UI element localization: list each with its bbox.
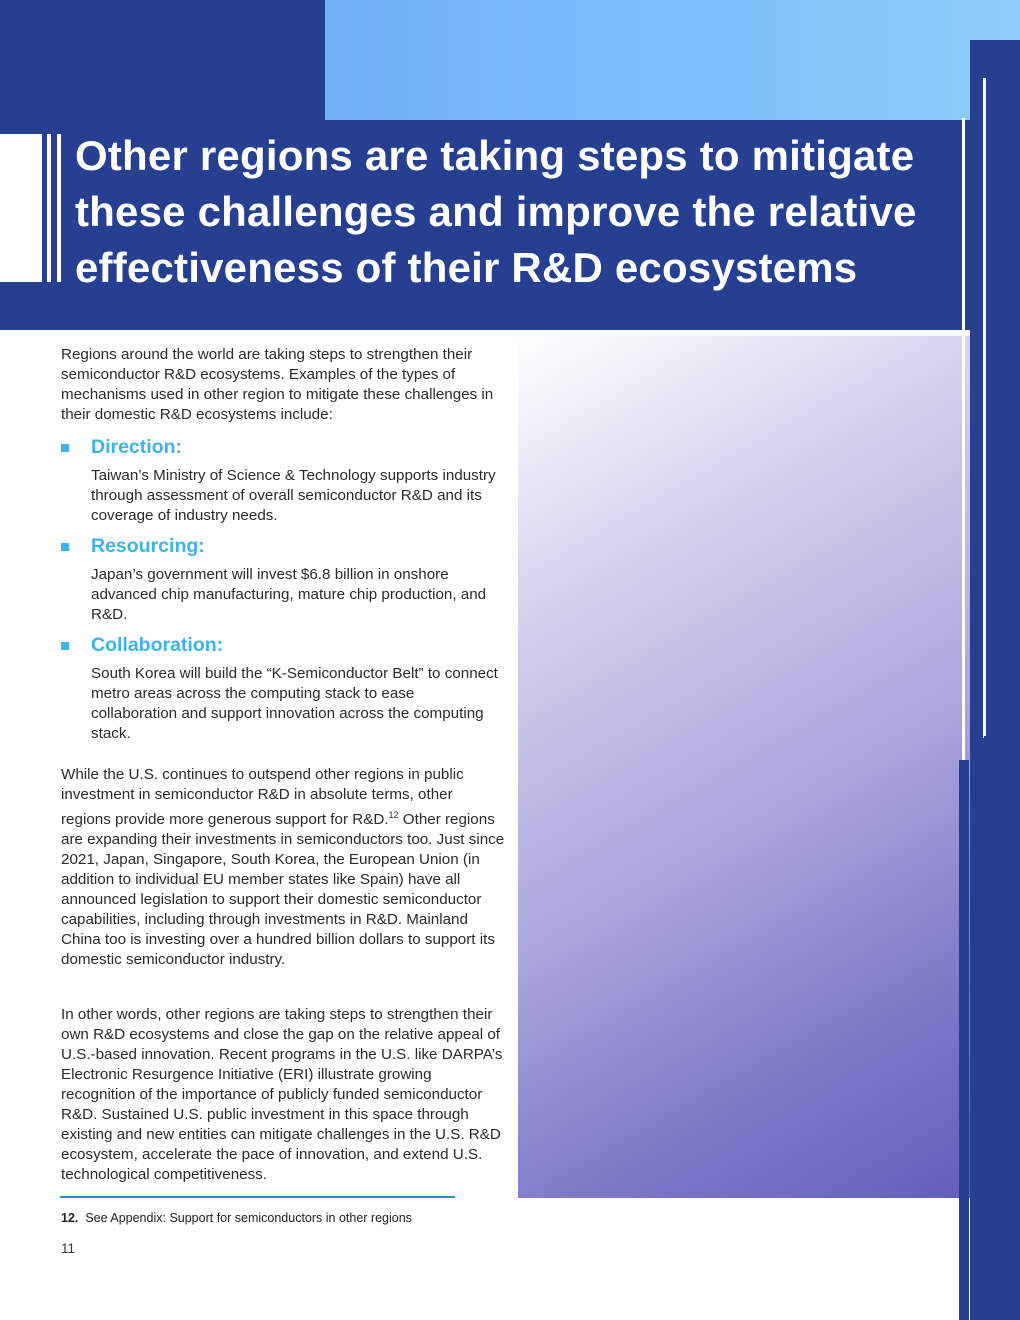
decorative-bar-2: [984, 736, 994, 1320]
gradient-panel: [518, 336, 1020, 1198]
header-accent-block: [325, 0, 1020, 120]
bullet-marker: [61, 642, 69, 650]
paragraph-2-text-cont: Other regions are expanding their investments in semiconductors too. Just since 2021, Japan, Singapore, South Korea, the European Union (in addition to individual EU member states like Spain) have all announced legislation to support their domestic semiconductor capabilities, including through investments in R&D. Mainland China too is investing over a hundred billion dollars to support its domestic semiconductor industry.: [61, 811, 505, 969]
body-paragraph-3: In other words, other regions are taking steps to strengthen their own R&D ecosystems and close the gap on the relative appeal of U.S.-based innovation. Recent programs in the U.S. like DARPA’s Electronic Resurgence Initiative (ERI) illustrate growing recognition of the importance of publicly funded semiconductor R&D. Sustained U.S. public investment in this space through existing and new entities can mitigate challenges in the U.S. R&D ecosystem, accelerate the pace of innovation, and extend U.S. technological competitiveness.: [61, 1006, 503, 1183]
page-title: Other regions are taking steps to mitigate these challenges and improve the relative effectiveness of their R&D ecosystems: [75, 132, 917, 291]
page-number: 11: [61, 1241, 76, 1256]
footnote-text: See Appendix: Support for semiconductors in other regions: [85, 1211, 412, 1225]
decorative-line-2: [983, 78, 986, 738]
header-stripe-1: [47, 134, 51, 282]
footnote-divider: [60, 1196, 455, 1198]
bullet-text-direction: Taiwan’s Ministry of Science & Technology supports industry through assessment of overall semiconductor R&D and its coverage of industry needs.: [91, 467, 496, 524]
intro-paragraph: Regions around the world are taking steps to strengthen their semiconductor R&D ecosystems. Examples of the types of mechanisms used in other region to mitigate these challenges in their domestic R&D ecosystems include:: [61, 346, 494, 423]
bullet-heading-direction: Direction:: [91, 436, 183, 458]
decorative-bar-1: [959, 760, 969, 1320]
bullet-marker: [61, 444, 69, 452]
bullet-text-collaboration: South Korea will build the “K-Semiconductor Belt” to connect metro areas across the computing stack to ease collaboration and support innovation across the computing stack.: [91, 665, 498, 742]
right-edge-bar: [970, 40, 1020, 1320]
bullet-heading-collaboration: Collaboration:: [91, 634, 224, 656]
footnote-ref: 12: [388, 810, 399, 820]
bullet-marker: [61, 543, 69, 551]
footnote-number: 12.: [61, 1211, 79, 1225]
paragraph-2-text: While the U.S. continues to outspend other regions in public investment in semiconductor R&D in absolute terms, other regions provide more generous support for R&D.: [61, 766, 464, 829]
decorative-line-1: [962, 118, 965, 760]
bullet-heading-resourcing: Resourcing:: [91, 535, 205, 557]
header-stripe-2: [57, 134, 61, 282]
footnote: [61, 1211, 412, 1225]
bullet-text-resourcing: Japan’s government will invest $6.8 billion in onshore advanced chip manufacturing, mature chip production, and R&D.: [91, 566, 487, 623]
header-white-bar: [0, 134, 42, 282]
body-paragraph-2: [61, 765, 506, 970]
